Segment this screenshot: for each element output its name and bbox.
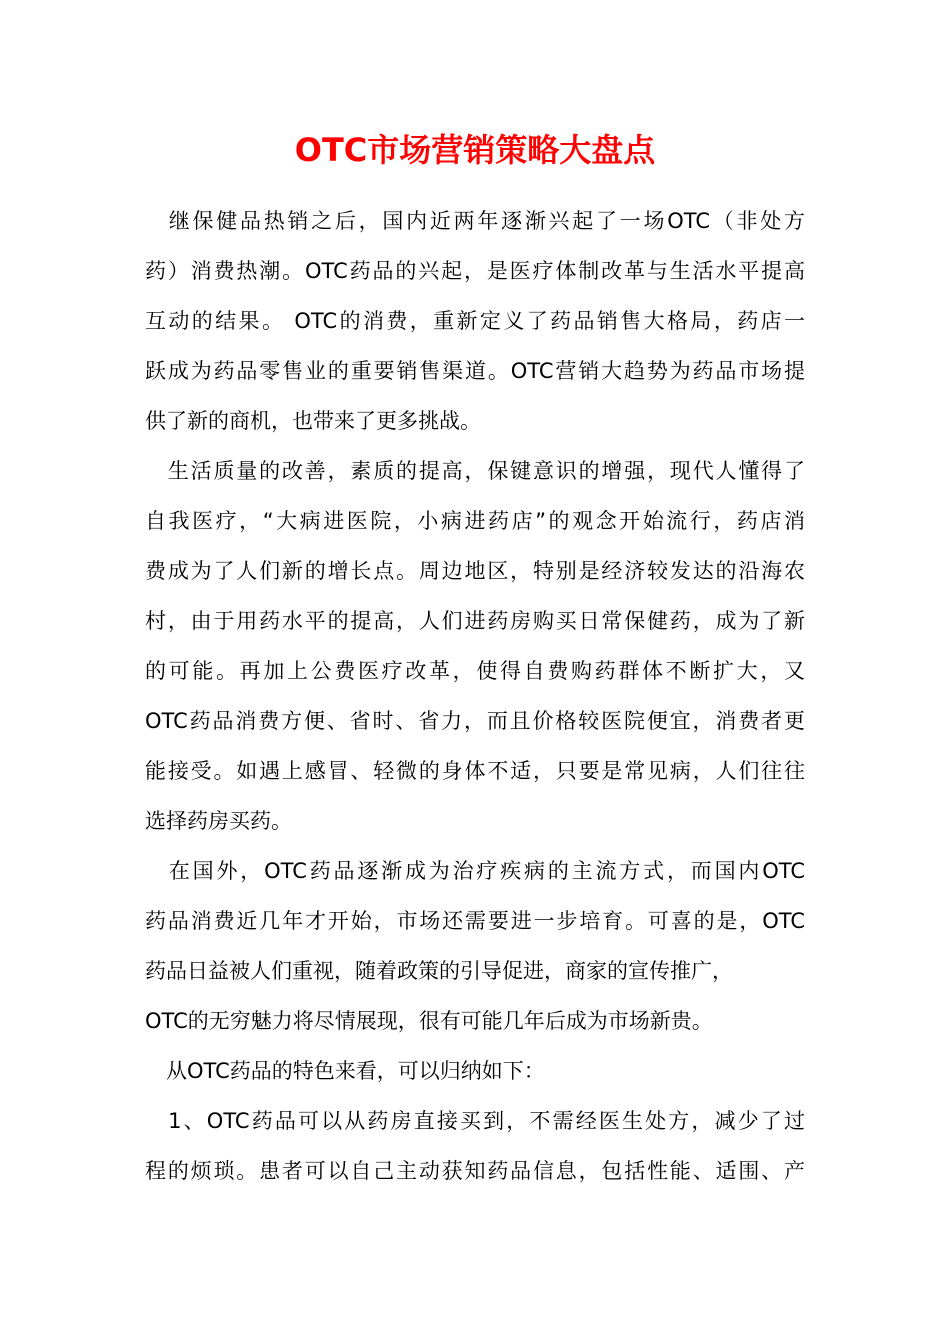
body-line-17: OTC的无穷魅力将尽情展现，很有可能几年后成为市场新贵。 [145, 1009, 713, 1033]
body-line-6: 生活质量的改善，素质的提高，保键意识的增强，现代人懂得了 [145, 459, 805, 483]
body-line-18: 从OTC药品的特色来看，可以归纳如下： [145, 1059, 545, 1083]
body-line-14: 在国外，OTC药品逐渐成为治疗疾病的主流方式，而国内OTC [145, 859, 805, 883]
body-line-19: 1、OTC药品可以从药房直接买到，不需经医生处方，减少了过 [145, 1109, 805, 1133]
body-line-10: 的可能。再加上公费医疗改革，使得自费购药群体不断扩大，又 [145, 659, 805, 683]
body-line-9: 村，由于用药水平的提高，人们进药房购买日常保健药，成为了新 [145, 609, 805, 633]
page-title: OTC市场营销策略大盘点 [294, 131, 656, 169]
body-line-7: 自我医疗，“大病进医院，小病进药店”的观念开始流行，药店消 [145, 509, 805, 533]
body-line-4: 跃成为药品零售业的重要销售渠道。OTC营销大趋势为药品市场提 [145, 359, 805, 383]
body-line-8: 费成为了人们新的增长点。周边地区，特别是经济较发达的沿海农 [145, 559, 805, 583]
body-line-5: 供了新的商机，也带来了更多挑战。 [145, 409, 481, 433]
body-line-3: 互动的结果。 OTC的消费，重新定义了药品销售大格局，药店一 [145, 309, 805, 333]
body-line-13: 选择药房买药。 [145, 809, 292, 833]
body-line-1: 继保健品热销之后，国内近两年逐渐兴起了一场OTC（非处方 [145, 209, 805, 233]
body-line-11: OTC药品消费方便、省时、省力，而且价格较医院便宜，消费者更 [145, 709, 805, 733]
body-line-20: 程的烦琐。患者可以自己主动获知药品信息，包括性能、适围、产 [145, 1159, 805, 1183]
body-line-15: 药品消费近几年才开始，市场还需要进一步培育。可喜的是，OTC [145, 909, 805, 933]
body-line-12: 能接受。如遇上感冒、轻微的身体不适，只要是常见病，人们往往 [145, 759, 805, 783]
body-line-16: 药品日益被人们重视，随着政策的引导促进，商家的宣传推广， [145, 959, 733, 983]
body-line-2: 药）消费热潮。OTC药品的兴起，是医疗体制改革与生活水平提高 [145, 259, 805, 283]
